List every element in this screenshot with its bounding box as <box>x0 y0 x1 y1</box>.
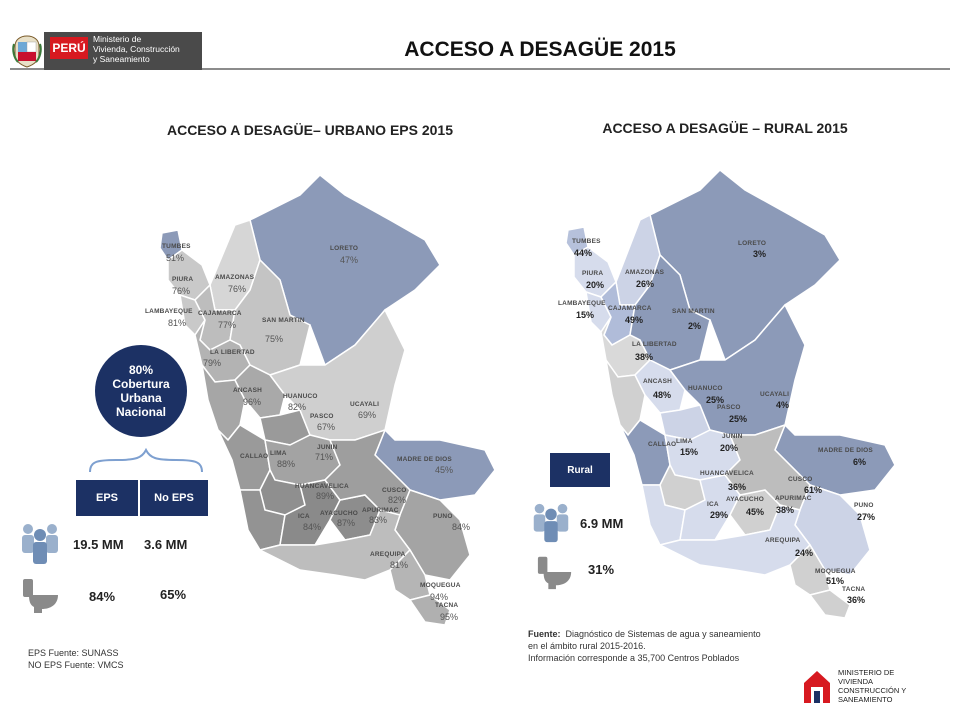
urban-map <box>140 150 510 630</box>
region-name-label: UCAYALI <box>760 391 790 398</box>
region-pct-label: 82% <box>288 402 307 412</box>
page-title: ACCESO A DESAGÜE 2015 <box>404 38 676 61</box>
region-name-label: ICA <box>298 513 310 520</box>
eps-box: EPS <box>76 480 138 516</box>
region-pct-label: 71% <box>315 452 334 462</box>
eps-population: 19.5 MM <box>73 537 124 552</box>
region-pct-label: 26% <box>636 279 655 289</box>
ministry-name <box>93 34 203 64</box>
region-pct-label: 87% <box>337 518 356 528</box>
region-name-label: SAN MARTIN <box>262 317 305 324</box>
region-pct-label: 67% <box>317 422 336 432</box>
coverage-line: Nacional <box>115 405 166 419</box>
region-pct-label: 82% <box>388 495 407 505</box>
region-pct-label: 95% <box>440 612 459 622</box>
logo-line: VIVIENDA <box>838 677 874 686</box>
region-pct-label: 76% <box>172 286 191 296</box>
region-name-label: PIURA <box>582 270 604 277</box>
region-name-label: TACNA <box>435 602 459 609</box>
region-pct-label: 96% <box>243 397 262 407</box>
region-pct-label: 45% <box>746 507 765 517</box>
logo-line: CONSTRUCCIÓN Y <box>838 686 907 695</box>
region-pct-label: 51% <box>166 253 185 263</box>
source-line: Diagnóstico de Sistemas de agua y saneamiento <box>565 629 761 639</box>
region-name-label: TUMBES <box>572 238 601 245</box>
region-name-label: MOQUEGUA <box>815 568 856 575</box>
region-pct-label: 76% <box>228 284 247 294</box>
region-name-label: AMAZONAS <box>215 274 255 281</box>
region-name-label: LIMA <box>270 450 287 457</box>
coverage-line: Cobertura <box>112 377 170 391</box>
source-label: Fuente: <box>528 629 561 639</box>
region-name-label: UCAYALI <box>350 401 380 408</box>
region-pct-label: 15% <box>680 447 699 457</box>
region-name-label: ANCASH <box>233 387 263 394</box>
region-name-label: PUNO <box>433 513 453 520</box>
region-pct-label: 29% <box>710 510 729 520</box>
region-pct-label: 15% <box>576 310 595 320</box>
population-icon <box>528 500 574 546</box>
region-name-label: MADRE DE DIOS <box>818 447 873 454</box>
region-pct-label: 27% <box>857 512 876 522</box>
region-name-label: MADRE DE DIOS <box>397 456 452 463</box>
region-name-label: MOQUEGUA <box>420 582 461 589</box>
ministry-logo-icon <box>800 667 834 705</box>
toilet-icon <box>20 575 62 615</box>
region-name-label: AREQUIPA <box>765 537 801 544</box>
region-pct-label: 2% <box>688 321 702 331</box>
coverage-circle <box>95 345 187 437</box>
ministry-line: y Saneamiento <box>93 54 150 64</box>
region-pct-label: 51% <box>826 576 845 586</box>
rural-population: 6.9 MM <box>580 516 624 531</box>
region-pct-label: 49% <box>625 315 644 325</box>
brace-icon <box>86 448 206 474</box>
region-pct-label: 3% <box>753 249 767 259</box>
region-pct-label: 81% <box>390 560 409 570</box>
region-pct-label: 36% <box>847 595 866 605</box>
region-name-label: APURIMAC <box>775 495 812 502</box>
source-line: EPS Fuente: SUNASS <box>28 648 119 658</box>
region-pct-label: 83% <box>369 515 388 525</box>
region-tacna <box>810 590 850 618</box>
peru-badge: PERÚ <box>50 37 88 59</box>
region-pct-label: 84% <box>303 522 322 532</box>
region-name-label: AYACUCHO <box>726 496 764 503</box>
region-name-label: CALLAO <box>648 441 677 448</box>
region-name-label: PASCO <box>310 413 334 420</box>
region-name-label: PASCO <box>717 404 741 411</box>
region-name-label: AYACUCHO <box>320 510 358 517</box>
region-pct-label: 75% <box>265 334 284 344</box>
ministry-line: Vivienda, Construcción <box>93 44 180 54</box>
source-line: en el ámbito rural 2015-2016. <box>528 641 646 651</box>
region-pct-label: 48% <box>653 390 672 400</box>
region-name-label: PUNO <box>854 502 874 509</box>
rural-map <box>550 150 920 620</box>
region-pct-label: 79% <box>203 358 222 368</box>
eps-sewer-pct: 84% <box>89 589 116 604</box>
region-name-label: JUNIN <box>722 433 743 440</box>
region-name-label: LAMBAYEQUE <box>558 300 606 307</box>
region-pct-label: 38% <box>776 505 795 515</box>
region-name-label: SAN MARTIN <box>672 308 715 315</box>
region-name-label: CUSCO <box>382 487 407 494</box>
no-eps-box: No EPS <box>140 480 208 516</box>
region-name-label: LA LIBERTAD <box>210 349 255 356</box>
region-name-label: CAJAMARCA <box>198 310 242 317</box>
region-name-label: APURIMAC <box>362 507 399 514</box>
region-name-label: ANCASH <box>643 378 673 385</box>
region-name-label: CAJAMARCA <box>608 305 652 312</box>
urban-sources <box>28 647 124 671</box>
region-pct-label: 89% <box>316 491 335 501</box>
no-eps-sewer-pct: 65% <box>160 587 187 602</box>
region-pct-label: 69% <box>358 410 377 420</box>
region-name-label: AMAZONAS <box>625 269 665 276</box>
region-pct-label: 81% <box>168 318 187 328</box>
rural-map-title: ACCESO A DESAGÜE – RURAL 2015 <box>602 120 848 136</box>
region-pct-label: 20% <box>720 443 739 453</box>
region-pct-label: 45% <box>435 465 454 475</box>
source-line: NO EPS Fuente: VMCS <box>28 660 124 670</box>
coverage-pct: 80% <box>128 363 154 377</box>
urban-map-title: ACCESO A DESAGÜE– URBANO EPS 2015 <box>166 122 454 138</box>
region-pct-label: 25% <box>706 395 725 405</box>
region-name-label: JUNIN <box>317 444 338 451</box>
coverage-line: Urbana <box>120 391 162 405</box>
region-pct-label: 84% <box>452 522 471 532</box>
region-pct-label: 61% <box>804 485 823 495</box>
region-pct-label: 88% <box>277 459 296 469</box>
region-name-label: LORETO <box>330 245 359 252</box>
region-pct-label: 77% <box>218 320 237 330</box>
rural-sewer-pct: 31% <box>588 562 615 577</box>
region-pct-label: 4% <box>776 400 790 410</box>
region-name-label: TACNA <box>842 586 866 593</box>
region-name-label: LORETO <box>738 240 767 247</box>
region-name-label: ICA <box>707 501 719 508</box>
region-name-label: CALLAO <box>240 453 269 460</box>
region-name-label: PIURA <box>172 276 194 283</box>
region-pct-label: 44% <box>574 248 593 258</box>
region-pct-label: 6% <box>853 457 867 467</box>
region-name-label: CUSCO <box>788 476 813 483</box>
source-line: Información corresponde a 35,700 Centros Poblados <box>528 653 740 663</box>
region-name-label: HUANCAVELICA <box>295 483 349 490</box>
region-pct-label: 47% <box>340 255 359 265</box>
no-eps-population: 3.6 MM <box>144 537 188 552</box>
population-icon <box>16 520 64 568</box>
logo-line: SANEAMIENTO <box>838 695 893 704</box>
region-pct-label: 38% <box>635 352 654 362</box>
region-name-label: LA LIBERTAD <box>632 341 677 348</box>
ministry-logo-text <box>838 668 906 704</box>
region-pct-label: 94% <box>430 592 449 602</box>
coat-of-arms-icon <box>12 34 42 68</box>
region-name-label: HUANUCO <box>688 385 723 392</box>
region-name-label: LIMA <box>676 438 693 445</box>
rural-source <box>528 628 828 664</box>
region-name-label: HUANCAVELICA <box>700 470 754 477</box>
region-name-label: TUMBES <box>162 243 191 250</box>
region-name-label: LAMBAYEQUE <box>145 308 193 315</box>
rural-box: Rural <box>550 453 610 487</box>
toilet-icon <box>535 553 575 591</box>
region-pct-label: 24% <box>795 548 814 558</box>
ministry-line: Ministerio de <box>93 34 142 44</box>
region-name-label: HUANUCO <box>283 393 318 400</box>
region-pct-label: 20% <box>586 280 605 290</box>
logo-line: MINISTERIO DE <box>838 668 895 677</box>
region-pct-label: 25% <box>729 414 748 424</box>
region-name-label: AREQUIPA <box>370 551 406 558</box>
region-pct-label: 36% <box>728 482 747 492</box>
